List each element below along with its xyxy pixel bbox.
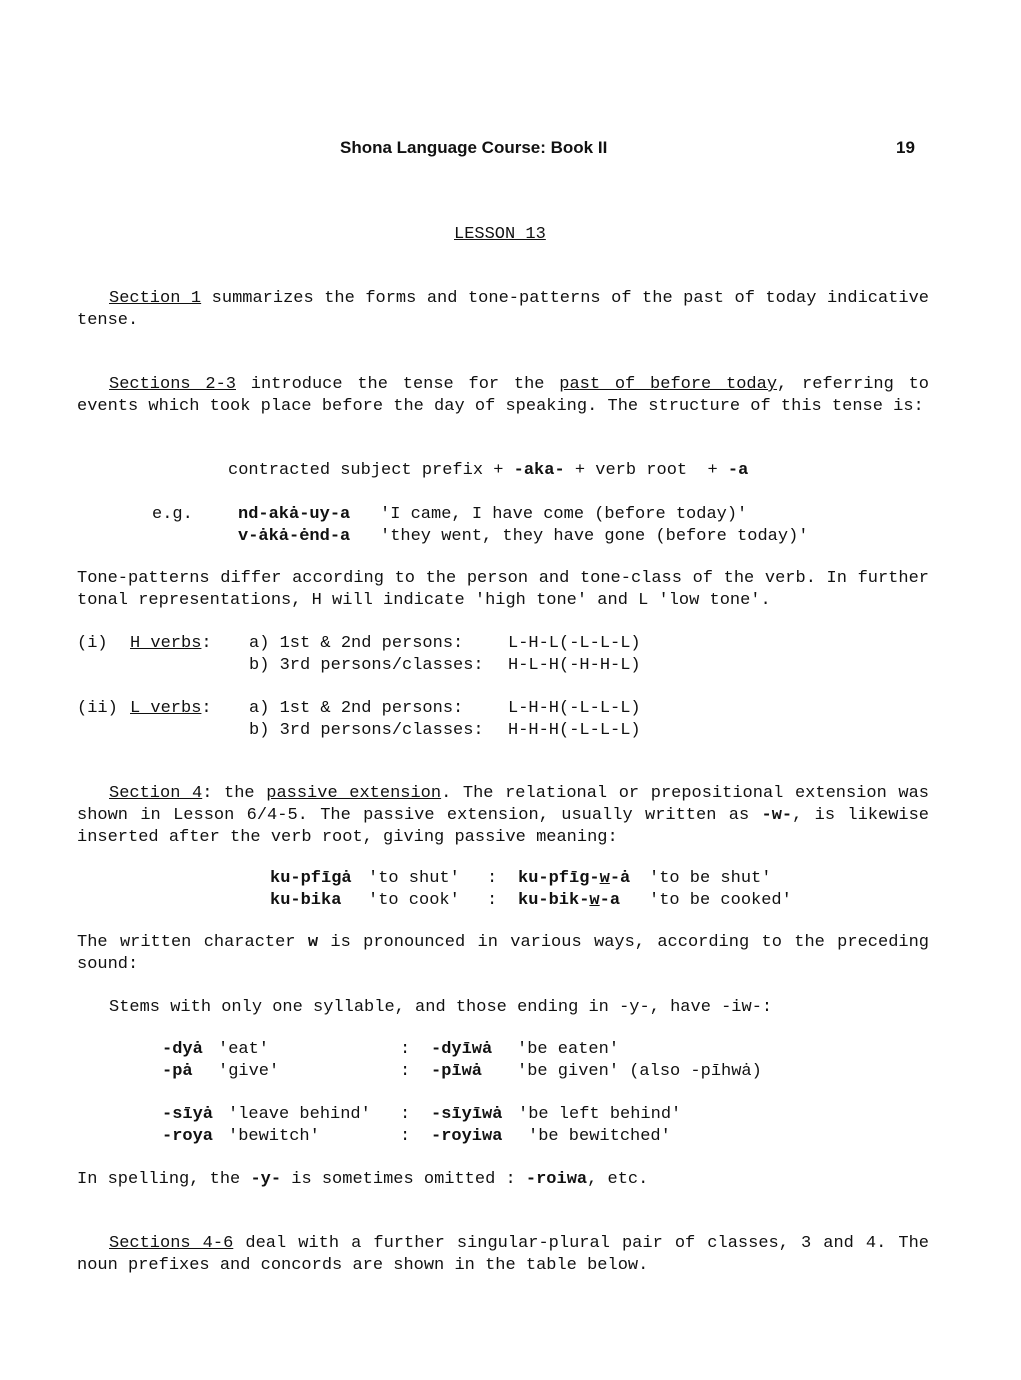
section-ref: Sections 2-3	[109, 375, 236, 394]
separator: :	[400, 1062, 411, 1081]
stem: -roya	[162, 1127, 214, 1146]
lesson-title: LESSON 13	[454, 225, 546, 244]
paragraph-section-4: Section 4: the passive extension. The relational or prepositional extension was shown in Lesson 6/4-5. The passive extension, usually written as -w-, is likewise inserted after the verb root, giving passive meaning:	[77, 784, 930, 847]
separator: :	[400, 1127, 411, 1146]
example-label: e.g.	[152, 505, 193, 524]
group-label: L verbs:	[130, 699, 212, 718]
passive-stem: -pīwȧ	[431, 1062, 483, 1081]
running-header-title: Shona Language Course: Book II	[340, 138, 608, 157]
stem: -sīyȧ	[162, 1105, 214, 1124]
group-number: (ii)	[77, 699, 118, 718]
paragraph-stems: Stems with only one syllable, and those ending in -y-, have -iw-:	[109, 998, 773, 1017]
example-form: v-ȧkȧ-ėnd-a	[238, 527, 351, 546]
page-number: 19	[896, 138, 915, 157]
stem-gloss: 'eat'	[218, 1040, 270, 1059]
verb-form: ku-bika	[270, 891, 342, 910]
section-ref: Section 4	[109, 784, 203, 803]
passive-stem-gloss: 'be left behind'	[518, 1105, 682, 1124]
example-gloss: 'I came, I have come (before today)'	[380, 505, 748, 524]
term-passive-extension: passive extension	[266, 784, 442, 803]
separator: :	[487, 891, 498, 910]
tone-row-value: L-H-H(-L-L-L)	[508, 699, 641, 718]
tense-structure-formula: contracted subject prefix + -aka- + verb root + -a	[228, 461, 749, 480]
tone-row-value: H-L-H(-H-H-L)	[508, 656, 641, 675]
stem: -dyȧ	[162, 1040, 203, 1059]
section-ref: Sections 4-6	[109, 1234, 234, 1253]
tone-row-key: b) 3rd persons/classes:	[249, 656, 484, 675]
group-label: H verbs:	[130, 634, 212, 653]
paragraph-sections-4-6: Sections 4-6 deal with a further singular-plural pair of classes, 3 and 4. The noun prefixes and concords are shown in the table below.	[77, 1234, 930, 1275]
tone-row-value: H-H-H(-L-L-L)	[508, 721, 641, 740]
tone-row-key: a) 1st & 2nd persons:	[249, 699, 464, 718]
paragraph-spelling: In spelling, the -y- is sometimes omitted : -roiwa, etc.	[77, 1170, 649, 1189]
verb-form: ku-pfīgȧ	[270, 869, 352, 888]
passive-form: ku-pfīg-w-ȧ	[518, 869, 631, 888]
paragraph-written-character: The written character w is pronounced in various ways, according to the preceding sound:	[77, 933, 930, 974]
passive-stem-gloss: 'be given' (also -pīhwȧ)	[517, 1062, 762, 1081]
term-past-of-before-today: past of before today	[559, 375, 778, 394]
separator: :	[400, 1040, 411, 1059]
example-form: nd-akȧ-uy-a	[238, 505, 351, 524]
tone-row-key: b) 3rd persons/classes:	[249, 721, 484, 740]
stem-gloss: 'leave behind'	[228, 1105, 371, 1124]
separator: :	[400, 1105, 411, 1124]
stem: -pȧ	[162, 1062, 193, 1081]
tone-row-value: L-H-L(-L-L-L)	[508, 634, 641, 653]
paragraph-sections-2-3: Sections 2-3 introduce the tense for the past of before today, referring to events which took place before the day of speaking. The structure of this tense is:	[77, 375, 929, 416]
passive-stem-gloss: 'be bewitched'	[528, 1127, 671, 1146]
section-ref: Section 1	[109, 289, 202, 308]
stem-gloss: 'give'	[218, 1062, 280, 1081]
verb-gloss: 'to cook'	[368, 891, 460, 910]
group-number: (i)	[77, 634, 108, 653]
passive-stem: -dyīwȧ	[431, 1040, 493, 1059]
passive-stem-gloss: 'be eaten'	[517, 1040, 620, 1059]
paragraph-tone-patterns: Tone-patterns differ according to the person and tone-class of the verb. In further tonal representations, H will indicate 'high tone' and L 'low tone'.	[77, 569, 929, 610]
tone-row-key: a) 1st & 2nd persons:	[249, 634, 464, 653]
passive-gloss: 'to be cooked'	[649, 891, 792, 910]
paragraph-section-1: Section 1 summarizes the forms and tone-patterns of the past of today indicative tense.	[77, 289, 929, 330]
passive-stem: -sīyīwȧ	[431, 1105, 503, 1124]
passive-stem: -royiwa	[431, 1127, 503, 1146]
separator: :	[487, 869, 498, 888]
stem-gloss: 'bewitch'	[228, 1127, 320, 1146]
example-gloss: 'they went, they have gone (before today)'	[380, 527, 809, 546]
passive-gloss: 'to be shut'	[649, 869, 772, 888]
verb-gloss: 'to shut'	[368, 869, 460, 888]
passive-form: ku-bik-w-a	[518, 891, 621, 910]
